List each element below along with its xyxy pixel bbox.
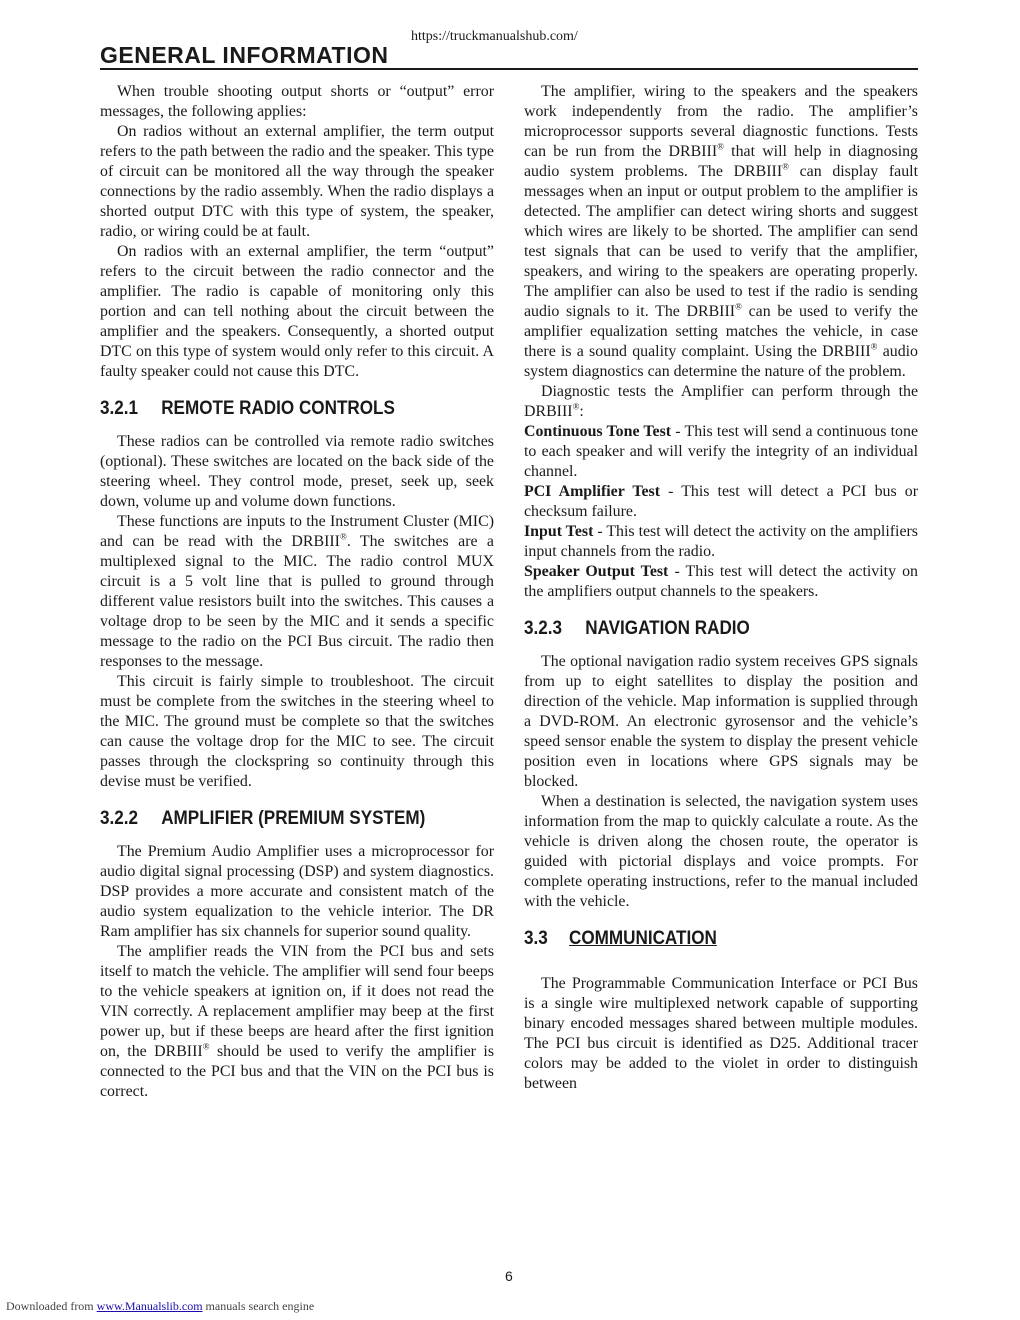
paragraph: When a destination is selected, the navigation system uses information from the map to quickly calculate a route. As the vehicle is driven along the chosen route, the operator is guided with pictorial displays and voice prompts. For complete operating instructions, refer to the manual included with the vehicle.: [524, 793, 918, 910]
paragraph: On radios with an external amplifier, the term “output” refers to the circuit between the radio connector and the amplifier. The radio is capable of monitoring only this portion and can tell nothing about the circuit between the amplifier and the speakers. Consequently, a shorted output DTC on this type of system would only refer to this circuit. A faulty speaker could not cause this DTC.: [100, 243, 494, 380]
section-heading-3-2-2: 3.2.2 AMPLIFIER (PREMIUM SYSTEM): [100, 808, 426, 829]
right-column: [524, 82, 918, 1094]
section-heading-3-2-3: 3.2.3 NAVIGATION RADIO: [524, 618, 750, 639]
left-column: [100, 82, 494, 1102]
paragraph: When trouble shooting output shorts or “output” error messages, the following applies:: [100, 83, 494, 120]
download-footer: Downloaded from www.Manualslib.com manuals search engine: [6, 1299, 315, 1313]
test-item: PCI Amplifier Test - This test will detect a PCI bus or checksum failure.: [524, 483, 918, 520]
test-item: Speaker Output Test - This test will detect the activity on the amplifiers output channels to the speakers.: [524, 563, 919, 600]
test-item: Continuous Tone Test - This test will send a continuous tone to each speaker and will verify the integrity of an individual channel.: [524, 423, 918, 480]
paragraph: The amplifier, wiring to the speakers and the speakers work independently from the radio. The amplifier’s microprocessor supports several diagnostic functions. Tests can be run from the DRBIII® that will help in diagnosing audio system problems. The DRBIII® can display fault messages when an input or output problem to the amplifier is detected. The amplifier can detect wiring shorts and suggest which wires are likely to be shorted. The amplifier can send test signals that can be used to verify that the amplifier, speakers, and wiring to the speakers are operating properly. The amplifier can also be used to test if the radio is sending audio signals to it. The DRBIII® can be used to verify the amplifier equalization setting matches the vehicle, in case there is a sound quality complaint. Using the DRBIII® audio system diagnostics can determine the nature of the problem.: [524, 83, 919, 380]
manualslib-link[interactable]: www.Manualslib.com: [96, 1299, 203, 1313]
paragraph: The Programmable Communication Interface or PCI Bus is a single wire multiplexed network capable of supporting binary encoded messages shared between multiple modules. The PCI bus circuit is identified as D25. Additional tracer colors may be added to the violet in order to distinguish between: [524, 975, 918, 1092]
paragraph: The Premium Audio Amplifier uses a microprocessor for audio digital signal processing (DSP) and system diagnostics. DSP provides a more accurate and consistent match of the audio system equalization to the vehicle interior. The DR Ram amplifier has six channels for superior sound quality.: [100, 843, 494, 940]
paragraph: The optional navigation radio system receives GPS signals from up to eight satellites to display the position and direction of the vehicle. Map information is supplied through a DVD-ROM. An electronic gyrosensor and the vehicle’s speed sensor enable the system to display the present vehicle position even in locations where GPS signals may be blocked.: [524, 653, 918, 790]
section-heading-3-3: 3.3 COMMUNICATION: [524, 928, 717, 949]
section-heading-3-2-1: 3.2.1 REMOTE RADIO CONTROLS: [100, 398, 395, 419]
paragraph: This circuit is fairly simple to troubleshoot. The circuit must be complete from the switches in the steering wheel to the MIC. The ground must be complete so that the switches can cause the voltage drop for the MIC to see. The circuit passes through the clockspring so continuity through this devise must be verified.: [100, 673, 494, 790]
paragraph: On radios without an external amplifier, the term output refers to the path between the radio and the speaker. This type of circuit can be monitored all the way through the speaker connections by the radio assembly. When the radio displays a shorted output DTC with this type of system, the speaker, radio, or wiring could be at fault.: [100, 123, 494, 240]
page-number: 6: [505, 1268, 513, 1284]
paragraph: These functions are inputs to the Instrument Cluster (MIC) and can be read with the DRBIII®. The switches are a multiplexed signal to the MIC. The radio control MUX circuit is a 5 volt line that is pulled to ground through different value resistors built into the switches. This causes a voltage drop to be seen by the MIC and it sends a specific message to the radio on the PCI Bus circuit. The radio then responses to the message.: [100, 513, 494, 670]
source-url: https://truckmanualshub.com/: [411, 29, 578, 44]
paragraph: Diagnostic tests the Amplifier can perform through the DRBIII®:: [524, 383, 918, 420]
paragraph: These radios can be controlled via remote radio switches (optional). These switches are located on the back side of the steering wheel. They control mode, preset, seek up, seek down, volume up and volume down functions.: [100, 433, 494, 510]
test-item: Input Test - This test will detect the activity on the amplifiers input channels from the radio.: [524, 523, 918, 560]
paragraph: The amplifier reads the VIN from the PCI bus and sets itself to match the vehicle. The amplifier will send four beeps to the vehicle speakers at ignition on, if it does not read the VIN correctly. A replacement amplifier may beep at the first power up, but if these beeps are heard after the first ignition on, the DRBIII® should be used to verify the amplifier is connected to the PCI bus and that the VIN on the PCI bus is correct.: [100, 943, 494, 1100]
page-title: GENERAL INFORMATION: [100, 42, 918, 70]
